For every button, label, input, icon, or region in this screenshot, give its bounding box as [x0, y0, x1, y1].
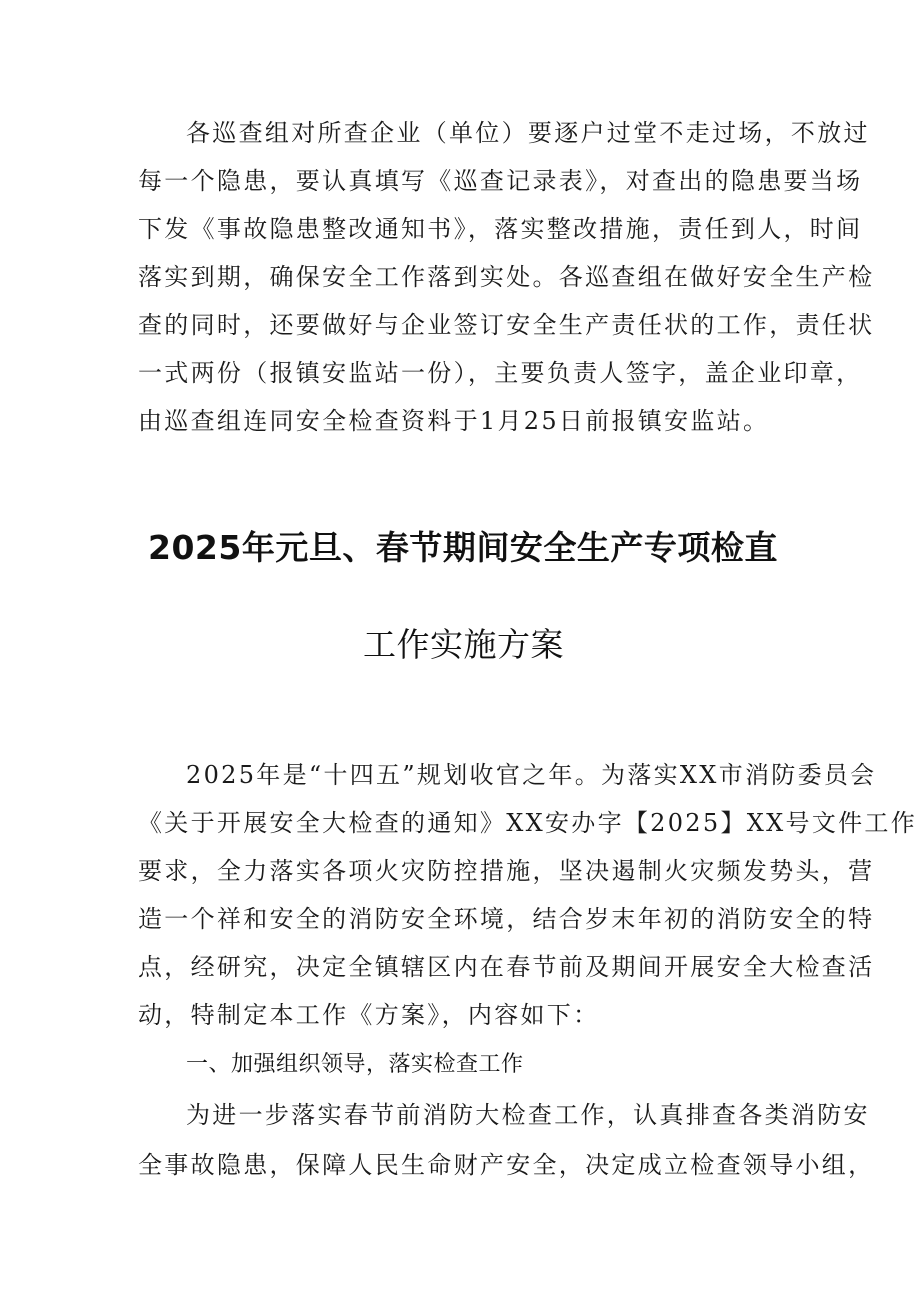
paragraph-2-line-1: 2025年是“十四五”规划收官之年。为落实XX市消防委员会 — [186, 761, 877, 789]
paragraph-3-line-1: 为进一步落实春节前消防大检查工作，认真排查各类消防安 — [186, 1101, 870, 1129]
paragraph-1-line-2: 每一个隐患，要认真填写《巡查记录表》，对查出的隐患要当场 — [138, 167, 863, 195]
paragraph-2-line-2: 《关于开展安全大检查的通知》XX安办字【2025】XX号文件工作 — [138, 809, 918, 837]
paragraph-3-line-2: 全事故隐患，保障人民生命财产安全，决定成立检查领导小组， — [138, 1151, 875, 1179]
paragraph-1-line-7: 由巡查组连同安全检查资料于1月25日前报镇安监站。 — [138, 407, 770, 435]
paragraph-2-line-3: 要求，全力落实各项火灾防控措施，坚决遏制火灾频发势头，营 — [138, 857, 875, 885]
paragraph-2-line-4: 造一个祥和安全的消防安全环境，结合岁末年初的消防安全的特 — [138, 905, 875, 933]
title-line-1: 2025年元旦、春节期间安全生产专项检直 — [148, 528, 778, 567]
paragraph-1-line-4: 落实到期，确保安全工作落到实处。各巡查组在做好安全生产检 — [138, 263, 875, 291]
paragraph-1-line-5: 查的同时，还要做好与企业签订安全生产责任状的工作，责任状 — [138, 311, 875, 339]
paragraph-2-line-6: 动，特制定本工作《方案》，内容如下： — [138, 1001, 600, 1029]
title-line-2: 工作实施方案 — [363, 625, 564, 664]
paragraph-1-line-3: 下发《事故隐患整改通知书》，落实整改措施，责任到人，时间 — [138, 215, 863, 243]
section-1-heading: 一、加强组织领导，落实检查工作 — [186, 1052, 524, 1077]
paragraph-1-line-1: 各巡查组对所查企业（单位）要逐户过堂不走过场，不放过 — [186, 119, 870, 147]
paragraph-1-line-6: 一式两份（报镇安监站一份），主要负责人签字，盖企业印章， — [138, 359, 863, 387]
paragraph-2-line-5: 点，经研究，决定全镇辖区内在春节前及期间开展安全大检查活 — [138, 953, 875, 981]
